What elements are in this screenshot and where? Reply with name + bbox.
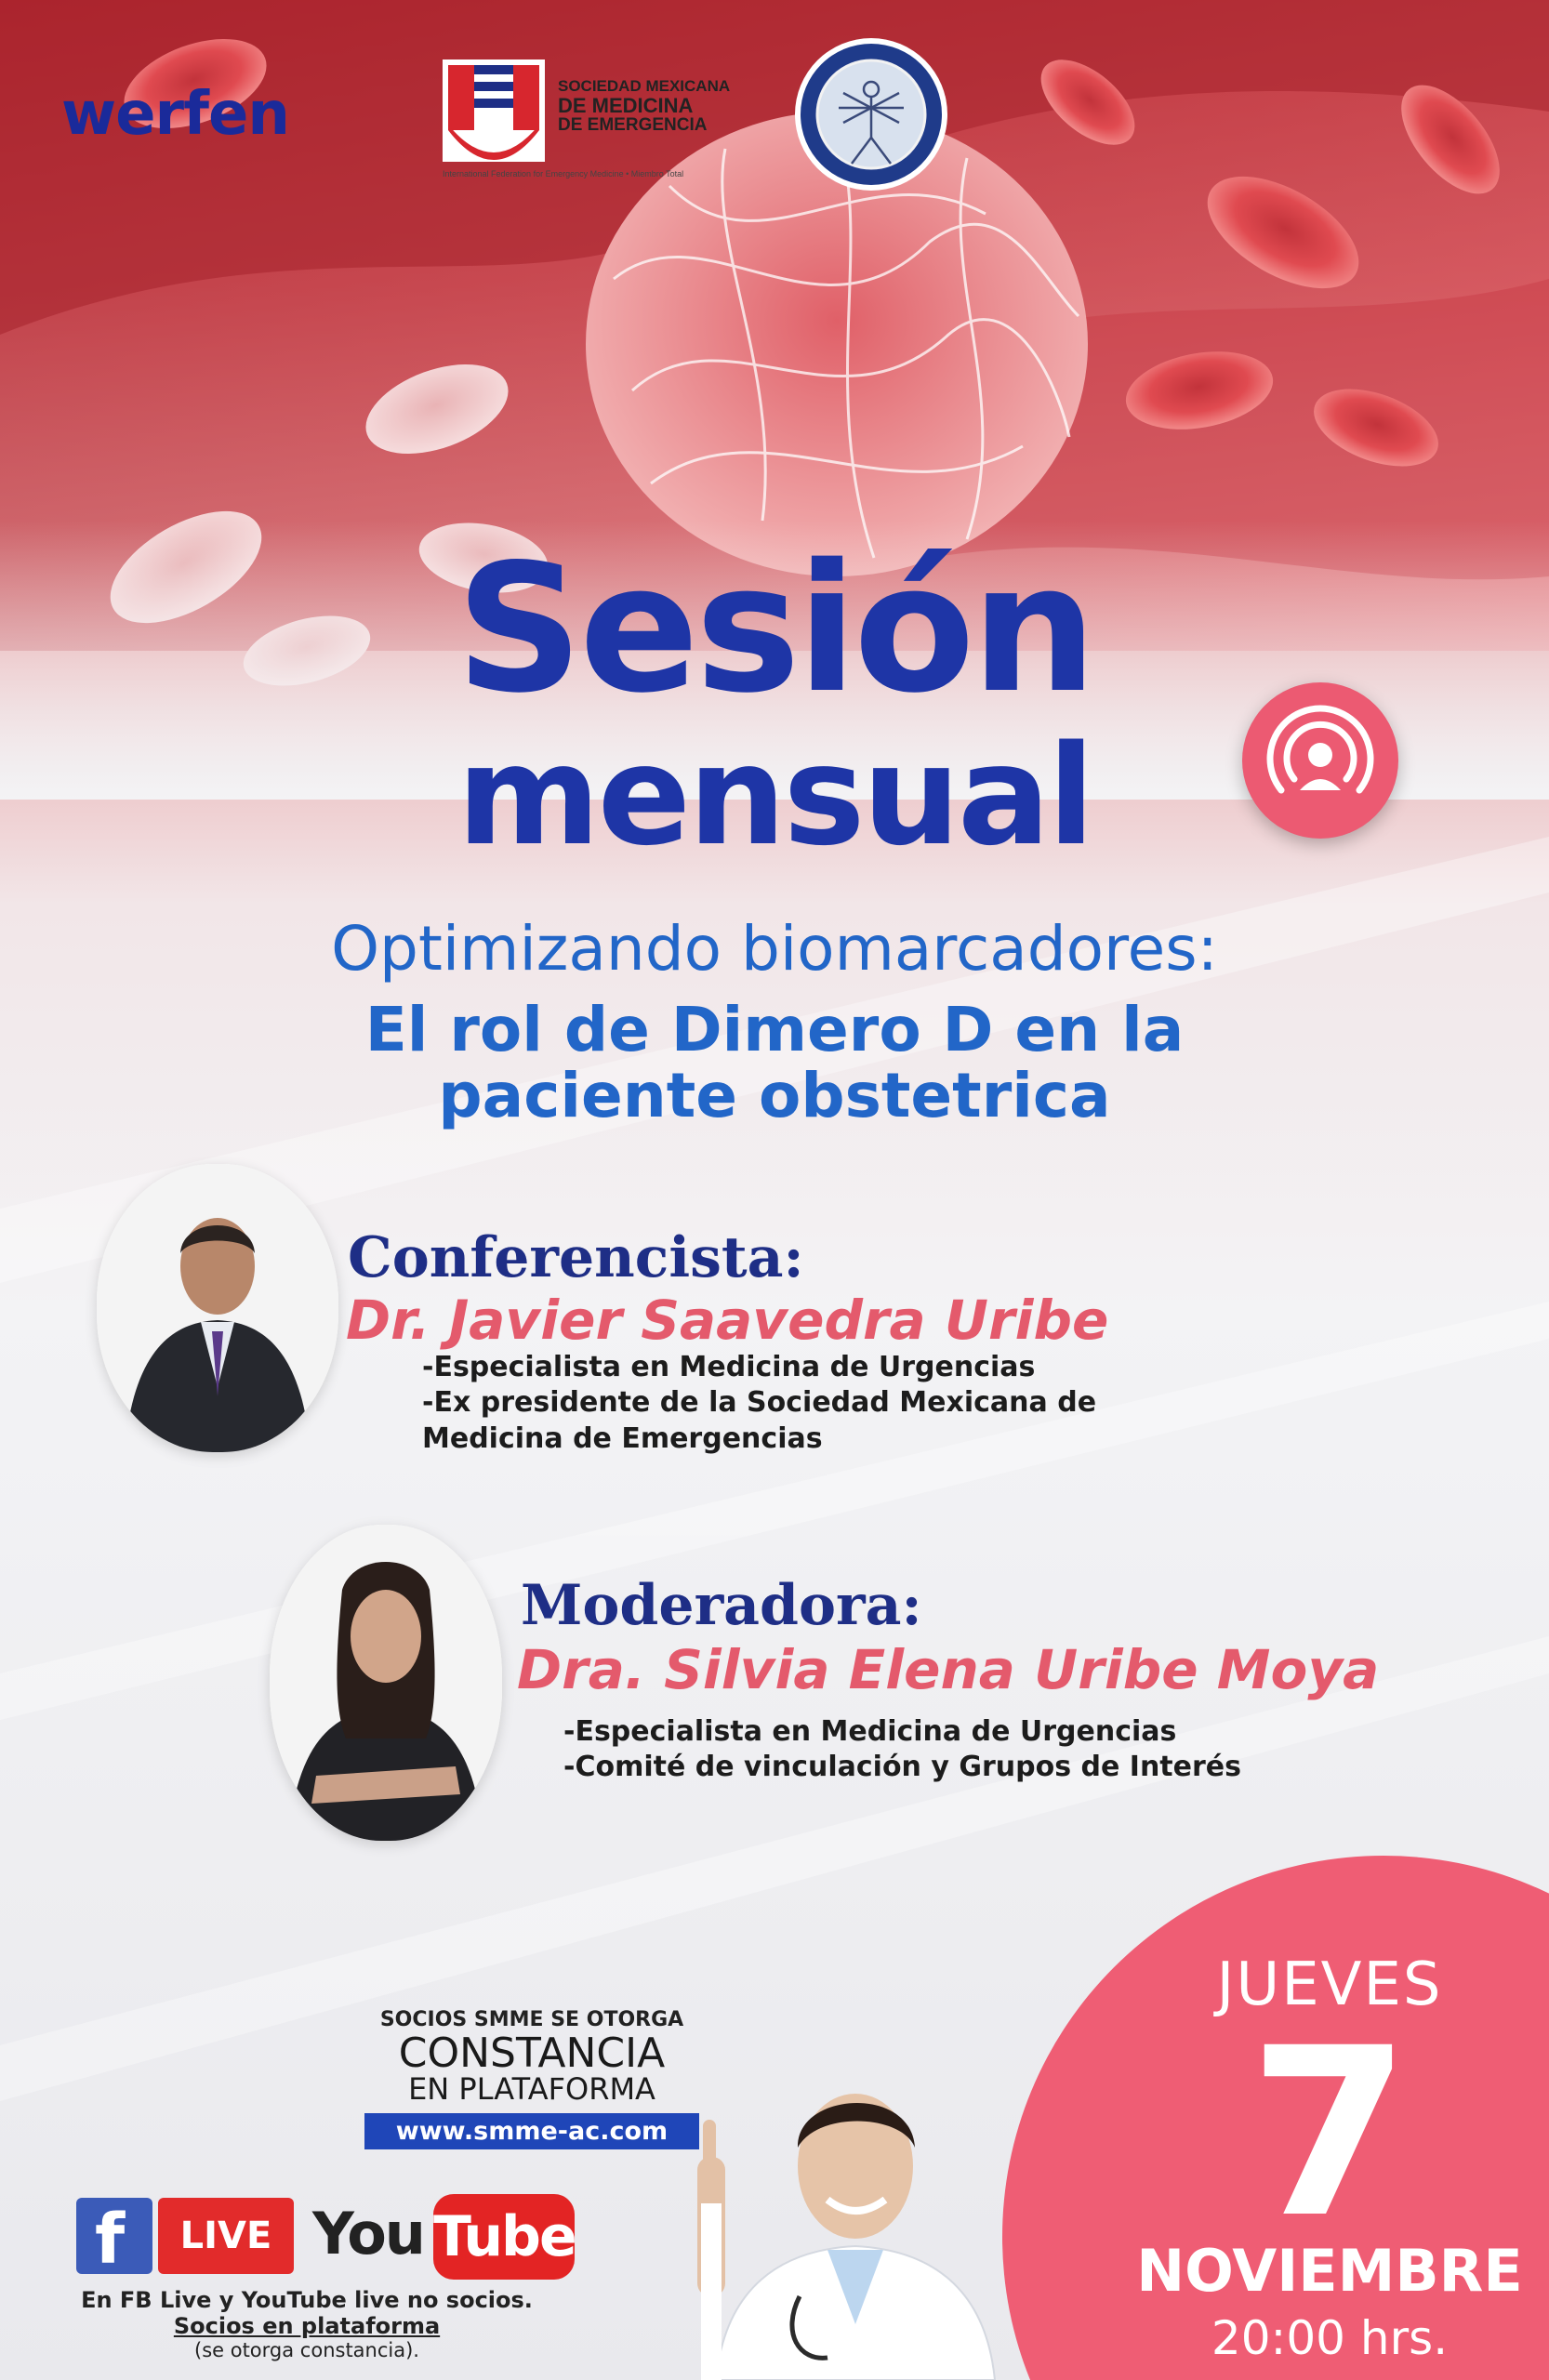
social-note [56, 2287, 558, 2361]
live-badge[interactable] [158, 2198, 294, 2274]
moderator-detail-2: -Comité de vinculación y Grupos de Interés [563, 1751, 1241, 1784]
social-note-1: En FB Live y YouTube live no socios. [81, 2287, 533, 2313]
moderator-photo [270, 1525, 502, 1841]
speaker-details [422, 1350, 1096, 1457]
smme-name-line1: SOCIEDAD MEXICANA [558, 77, 731, 95]
smme-u-icon [443, 60, 545, 162]
smme-logo [443, 54, 740, 193]
werfen-logo: werfen [61, 80, 289, 149]
youtube-logo-you[interactable]: You [312, 2200, 424, 2268]
youtube-logo-tube[interactable] [433, 2194, 575, 2280]
facebook-letter: f [95, 2200, 126, 2280]
facebook-icon[interactable] [76, 2198, 152, 2280]
moderator-detail-1: -Especialista en Medicina de Urgencias [563, 1715, 1177, 1748]
date-month: NOVIEMBRE [1136, 2237, 1523, 2305]
title-line2: mensual [457, 716, 1092, 876]
constancia-line1: SOCIOS SMME SE OTORGA [379, 2008, 684, 2031]
date-day-of-week: JUEVES [1216, 1950, 1443, 2019]
website-link[interactable]: www.smme-ac.com [364, 2113, 699, 2149]
speaker-detail-1: -Especialista en Medicina de Urgencias [422, 1351, 1036, 1383]
subtitle-line2: El rol de Dimero D en la [364, 994, 1185, 1065]
constancia-line2: CONSTANCIA [398, 2030, 666, 2077]
moderator-details [563, 1714, 1241, 1786]
live-stream-glyph [1242, 682, 1398, 839]
speaker-detail-3: Medicina de Emergencias [422, 1421, 823, 1455]
speaker-role: Conferencista: [348, 1225, 804, 1290]
moderator-role: Moderadora: [521, 1573, 922, 1638]
social-note-2: Socios en plataforma [173, 2313, 441, 2339]
subtitle-topic [0, 994, 1549, 1132]
smme-name-line3: DE EMERGENCIA [558, 114, 708, 135]
youtube-tube-label: Tube [433, 2204, 576, 2269]
constancia-line3: EN PLATAFORMA [408, 2071, 655, 2107]
social-note-3: (se otorga constancia). [194, 2339, 419, 2361]
subtitle-line3: paciente obstetrica [438, 1060, 1111, 1132]
date-day: 7 [1249, 1998, 1410, 2268]
speaker-photo [97, 1164, 338, 1452]
date-time: 20:00 hrs. [1211, 2311, 1449, 2365]
vitruvian-seal-icon [792, 35, 950, 193]
title-line1: Sesión [456, 526, 1093, 732]
moderator-portrait [270, 1525, 502, 1841]
moderator-name: Dra. Silvia Elena Uribe Moya [517, 1638, 1380, 1701]
live-stream-icon [1242, 682, 1398, 839]
smme-name-line2: DE MEDICINA [558, 93, 694, 117]
speaker-portrait [97, 1164, 338, 1452]
doctor-pointing-illustration [642, 2017, 1032, 2380]
live-label: LIVE [179, 2215, 272, 2257]
subtitle-line1: Optimizando biomarcadores: [331, 913, 1218, 985]
speaker-detail-2: -Ex presidente de la Sociedad Mexicana de [422, 1386, 1097, 1420]
smme-name [558, 78, 744, 135]
smme-tagline: International Federation for Emergency Medicine • Miembro Total [443, 169, 684, 178]
speaker-name: Dr. Javier Saavedra Uribe [346, 1289, 1109, 1352]
